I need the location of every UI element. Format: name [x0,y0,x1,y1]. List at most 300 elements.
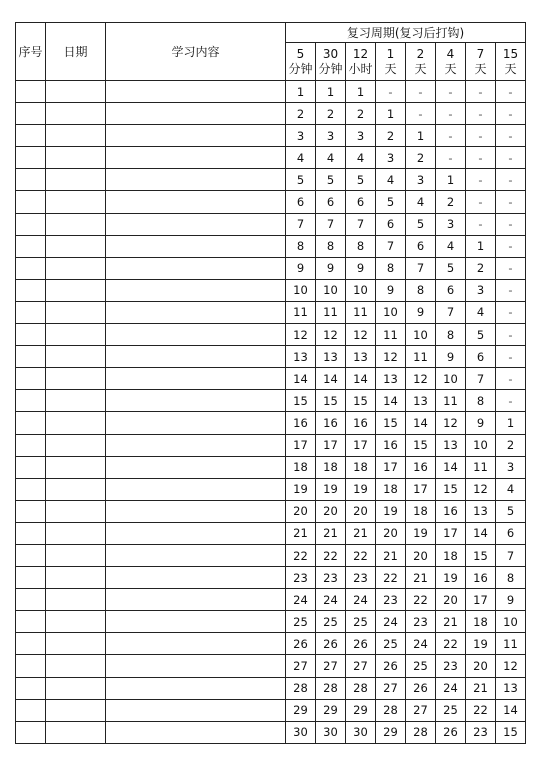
content-cell[interactable] [106,147,286,169]
review-cell[interactable]: 17 [286,434,316,456]
date-cell[interactable] [46,368,106,390]
review-cell[interactable]: 17 [406,478,436,500]
review-cell[interactable]: 22 [466,699,496,721]
review-cell[interactable]: 10 [436,368,466,390]
review-cell[interactable]: 14 [436,456,466,478]
review-cell[interactable]: 26 [436,721,466,743]
index-cell[interactable] [16,633,46,655]
review-cell[interactable]: 26 [316,633,346,655]
review-cell[interactable]: 27 [286,655,316,677]
review-cell[interactable]: 26 [376,655,406,677]
review-cell[interactable]: 11 [376,324,406,346]
index-cell[interactable] [16,478,46,500]
review-cell[interactable]: 14 [466,522,496,544]
content-cell[interactable] [106,655,286,677]
review-cell[interactable]: 1 [286,81,316,103]
review-cell[interactable]: 9 [346,257,376,279]
review-cell[interactable]: 9 [436,346,466,368]
review-cell[interactable]: 5 [466,324,496,346]
review-cell[interactable]: 11 [406,346,436,368]
review-cell[interactable]: 23 [406,611,436,633]
content-cell[interactable] [106,368,286,390]
review-cell[interactable]: 20 [346,500,376,522]
index-cell[interactable] [16,567,46,589]
review-cell[interactable]: 4 [286,147,316,169]
content-cell[interactable] [106,434,286,456]
review-cell[interactable]: 4 [376,169,406,191]
review-cell[interactable]: 29 [316,699,346,721]
date-cell[interactable] [46,346,106,368]
review-cell[interactable]: 4 [346,147,376,169]
review-cell[interactable]: 17 [436,522,466,544]
review-cell[interactable]: 27 [316,655,346,677]
review-cell[interactable]: 14 [346,368,376,390]
review-cell[interactable]: 6 [376,213,406,235]
review-cell[interactable]: 15 [316,390,346,412]
review-cell[interactable]: 3 [316,125,346,147]
review-cell[interactable]: 19 [286,478,316,500]
review-cell[interactable]: 22 [346,544,376,566]
review-cell[interactable]: 25 [286,611,316,633]
index-cell[interactable] [16,324,46,346]
review-cell[interactable]: 28 [376,699,406,721]
review-cell[interactable]: 12 [466,478,496,500]
review-cell[interactable]: 10 [286,279,316,301]
review-cell[interactable]: 2 [286,103,316,125]
review-cell[interactable]: 4 [436,235,466,257]
review-cell[interactable]: - [466,147,496,169]
review-cell[interactable]: 6 [406,235,436,257]
review-cell[interactable]: 4 [316,147,346,169]
review-cell[interactable]: 7 [406,257,436,279]
review-cell[interactable]: 22 [286,544,316,566]
review-cell[interactable]: 7 [436,301,466,323]
review-cell[interactable]: - [496,103,526,125]
review-cell[interactable]: 13 [316,346,346,368]
review-cell[interactable]: 24 [286,589,316,611]
content-cell[interactable] [106,390,286,412]
review-cell[interactable]: 23 [286,567,316,589]
review-cell[interactable]: 3 [376,147,406,169]
review-cell[interactable]: 15 [496,721,526,743]
review-cell[interactable]: 11 [466,456,496,478]
review-cell[interactable]: - [436,81,466,103]
index-cell[interactable] [16,279,46,301]
content-cell[interactable] [106,478,286,500]
review-cell[interactable]: - [466,81,496,103]
review-cell[interactable]: - [496,169,526,191]
review-cell[interactable]: 13 [346,346,376,368]
content-cell[interactable] [106,611,286,633]
review-cell[interactable]: - [436,147,466,169]
content-cell[interactable] [106,699,286,721]
index-cell[interactable] [16,500,46,522]
review-cell[interactable]: 13 [376,368,406,390]
index-cell[interactable] [16,721,46,743]
review-cell[interactable]: 3 [406,169,436,191]
content-cell[interactable] [106,279,286,301]
review-cell[interactable]: 28 [316,677,346,699]
index-cell[interactable] [16,235,46,257]
review-cell[interactable]: 24 [376,611,406,633]
index-cell[interactable] [16,611,46,633]
review-cell[interactable]: 6 [466,346,496,368]
index-cell[interactable] [16,699,46,721]
review-cell[interactable]: - [406,81,436,103]
date-cell[interactable] [46,147,106,169]
review-cell[interactable]: 9 [496,589,526,611]
review-cell[interactable]: - [496,191,526,213]
date-cell[interactable] [46,324,106,346]
review-cell[interactable]: - [466,169,496,191]
review-cell[interactable]: 7 [376,235,406,257]
content-cell[interactable] [106,721,286,743]
date-cell[interactable] [46,677,106,699]
index-cell[interactable] [16,257,46,279]
review-cell[interactable]: 25 [436,699,466,721]
review-cell[interactable]: 15 [436,478,466,500]
date-cell[interactable] [46,478,106,500]
review-cell[interactable]: 12 [436,412,466,434]
review-cell[interactable]: 3 [286,125,316,147]
review-cell[interactable]: 23 [316,567,346,589]
review-cell[interactable]: 10 [466,434,496,456]
index-cell[interactable] [16,412,46,434]
review-cell[interactable]: 8 [436,324,466,346]
review-cell[interactable]: 3 [466,279,496,301]
review-cell[interactable]: - [496,147,526,169]
review-cell[interactable]: 18 [286,456,316,478]
review-cell[interactable]: 4 [466,301,496,323]
review-cell[interactable]: 29 [376,721,406,743]
review-cell[interactable]: 19 [316,478,346,500]
date-cell[interactable] [46,169,106,191]
review-cell[interactable]: 21 [436,611,466,633]
index-cell[interactable] [16,213,46,235]
review-cell[interactable]: 17 [316,434,346,456]
review-cell[interactable]: 3 [346,125,376,147]
review-cell[interactable]: 10 [346,279,376,301]
review-cell[interactable]: 24 [346,589,376,611]
date-cell[interactable] [46,213,106,235]
review-cell[interactable]: 18 [436,544,466,566]
content-cell[interactable] [106,125,286,147]
content-cell[interactable] [106,544,286,566]
date-cell[interactable] [46,611,106,633]
review-cell[interactable]: 12 [316,324,346,346]
review-cell[interactable]: 15 [376,412,406,434]
review-cell[interactable]: 23 [436,655,466,677]
review-cell[interactable]: 1 [496,412,526,434]
review-cell[interactable]: 5 [496,500,526,522]
review-cell[interactable]: - [496,81,526,103]
review-cell[interactable]: 24 [406,633,436,655]
review-cell[interactable]: 10 [316,279,346,301]
review-cell[interactable]: 7 [466,368,496,390]
index-cell[interactable] [16,589,46,611]
review-cell[interactable]: 30 [316,721,346,743]
review-cell[interactable]: 19 [346,478,376,500]
review-cell[interactable]: 8 [286,235,316,257]
review-cell[interactable]: - [466,213,496,235]
review-cell[interactable]: 8 [496,567,526,589]
content-cell[interactable] [106,456,286,478]
review-cell[interactable]: 2 [466,257,496,279]
review-cell[interactable]: 2 [406,147,436,169]
date-cell[interactable] [46,434,106,456]
review-cell[interactable]: 13 [436,434,466,456]
index-cell[interactable] [16,81,46,103]
review-cell[interactable]: 6 [496,522,526,544]
content-cell[interactable] [106,81,286,103]
review-cell[interactable]: 12 [496,655,526,677]
review-cell[interactable]: 30 [286,721,316,743]
review-cell[interactable]: 3 [436,213,466,235]
review-cell[interactable]: 29 [286,699,316,721]
review-cell[interactable]: 14 [406,412,436,434]
review-cell[interactable]: 22 [406,589,436,611]
review-cell[interactable]: 4 [496,478,526,500]
review-cell[interactable]: 21 [286,522,316,544]
review-cell[interactable]: 3 [496,456,526,478]
review-cell[interactable]: 28 [406,721,436,743]
review-cell[interactable]: - [376,81,406,103]
index-cell[interactable] [16,390,46,412]
review-cell[interactable]: 17 [466,589,496,611]
review-cell[interactable]: - [466,191,496,213]
review-cell[interactable]: 1 [376,103,406,125]
review-cell[interactable]: - [466,103,496,125]
review-cell[interactable]: 2 [376,125,406,147]
review-cell[interactable]: 18 [346,456,376,478]
content-cell[interactable] [106,522,286,544]
review-cell[interactable]: 18 [466,611,496,633]
review-cell[interactable]: - [436,103,466,125]
review-cell[interactable]: 6 [346,191,376,213]
review-cell[interactable]: 2 [346,103,376,125]
review-cell[interactable]: 10 [376,301,406,323]
date-cell[interactable] [46,589,106,611]
review-cell[interactable]: - [496,324,526,346]
review-cell[interactable]: 21 [316,522,346,544]
content-cell[interactable] [106,346,286,368]
review-cell[interactable]: - [496,279,526,301]
review-cell[interactable]: 16 [286,412,316,434]
review-cell[interactable]: 5 [376,191,406,213]
review-cell[interactable]: - [496,125,526,147]
review-cell[interactable]: 5 [436,257,466,279]
review-cell[interactable]: 14 [316,368,346,390]
content-cell[interactable] [106,677,286,699]
date-cell[interactable] [46,235,106,257]
date-cell[interactable] [46,699,106,721]
review-cell[interactable]: 12 [406,368,436,390]
review-cell[interactable]: 5 [346,169,376,191]
review-cell[interactable]: 24 [436,677,466,699]
review-cell[interactable]: 20 [316,500,346,522]
review-cell[interactable]: 9 [376,279,406,301]
index-cell[interactable] [16,456,46,478]
review-cell[interactable]: 26 [346,633,376,655]
index-cell[interactable] [16,655,46,677]
date-cell[interactable] [46,456,106,478]
review-cell[interactable]: 8 [376,257,406,279]
review-cell[interactable]: 27 [406,699,436,721]
review-cell[interactable]: 21 [376,544,406,566]
review-cell[interactable]: 1 [436,169,466,191]
review-cell[interactable]: 15 [406,434,436,456]
review-cell[interactable]: 13 [406,390,436,412]
date-cell[interactable] [46,81,106,103]
index-cell[interactable] [16,522,46,544]
review-cell[interactable]: 18 [376,478,406,500]
review-cell[interactable]: 6 [286,191,316,213]
review-cell[interactable]: 1 [466,235,496,257]
review-cell[interactable]: 11 [346,301,376,323]
review-cell[interactable]: 11 [286,301,316,323]
review-cell[interactable]: 7 [496,544,526,566]
date-cell[interactable] [46,103,106,125]
review-cell[interactable]: 21 [466,677,496,699]
review-cell[interactable]: 20 [466,655,496,677]
review-cell[interactable]: - [436,125,466,147]
review-cell[interactable]: 23 [466,721,496,743]
review-cell[interactable]: 22 [316,544,346,566]
review-cell[interactable]: 5 [286,169,316,191]
review-cell[interactable]: 19 [406,522,436,544]
review-cell[interactable]: 11 [496,633,526,655]
review-cell[interactable]: 25 [346,611,376,633]
review-cell[interactable]: 18 [406,500,436,522]
review-cell[interactable]: 9 [316,257,346,279]
review-cell[interactable]: 14 [496,699,526,721]
content-cell[interactable] [106,567,286,589]
review-cell[interactable]: 2 [316,103,346,125]
review-cell[interactable]: 20 [286,500,316,522]
review-cell[interactable]: 7 [286,213,316,235]
review-cell[interactable]: 1 [406,125,436,147]
review-cell[interactable]: 27 [376,677,406,699]
index-cell[interactable] [16,346,46,368]
content-cell[interactable] [106,169,286,191]
date-cell[interactable] [46,279,106,301]
review-cell[interactable]: - [406,103,436,125]
index-cell[interactable] [16,103,46,125]
review-cell[interactable]: 11 [436,390,466,412]
review-cell[interactable]: 5 [316,169,346,191]
review-cell[interactable]: 23 [376,589,406,611]
review-cell[interactable]: - [496,390,526,412]
date-cell[interactable] [46,257,106,279]
review-cell[interactable]: 2 [496,434,526,456]
review-cell[interactable]: 22 [436,633,466,655]
review-cell[interactable]: 1 [316,81,346,103]
review-cell[interactable]: 28 [346,677,376,699]
review-cell[interactable]: 5 [406,213,436,235]
review-cell[interactable]: 25 [316,611,346,633]
review-cell[interactable]: 19 [376,500,406,522]
date-cell[interactable] [46,500,106,522]
review-cell[interactable]: 17 [376,456,406,478]
review-cell[interactable]: 14 [286,368,316,390]
review-cell[interactable]: 16 [466,567,496,589]
review-cell[interactable]: 30 [346,721,376,743]
review-cell[interactable]: - [496,301,526,323]
index-cell[interactable] [16,169,46,191]
review-cell[interactable]: 24 [316,589,346,611]
review-cell[interactable]: 6 [436,279,466,301]
review-cell[interactable]: 12 [286,324,316,346]
review-cell[interactable]: 25 [406,655,436,677]
date-cell[interactable] [46,544,106,566]
date-cell[interactable] [46,655,106,677]
date-cell[interactable] [46,125,106,147]
review-cell[interactable]: 20 [406,544,436,566]
review-cell[interactable]: 29 [346,699,376,721]
content-cell[interactable] [106,324,286,346]
review-cell[interactable]: 28 [286,677,316,699]
review-cell[interactable]: 12 [346,324,376,346]
content-cell[interactable] [106,213,286,235]
review-cell[interactable]: - [496,368,526,390]
date-cell[interactable] [46,522,106,544]
date-cell[interactable] [46,633,106,655]
review-cell[interactable]: 8 [316,235,346,257]
review-cell[interactable]: 8 [466,390,496,412]
review-cell[interactable]: 26 [286,633,316,655]
content-cell[interactable] [106,235,286,257]
review-cell[interactable]: 21 [346,522,376,544]
review-cell[interactable]: 13 [496,677,526,699]
review-cell[interactable]: 8 [346,235,376,257]
review-cell[interactable]: 16 [376,434,406,456]
index-cell[interactable] [16,368,46,390]
review-cell[interactable]: 4 [406,191,436,213]
content-cell[interactable] [106,500,286,522]
content-cell[interactable] [106,257,286,279]
date-cell[interactable] [46,412,106,434]
content-cell[interactable] [106,301,286,323]
content-cell[interactable] [106,103,286,125]
review-cell[interactable]: 19 [466,633,496,655]
index-cell[interactable] [16,677,46,699]
index-cell[interactable] [16,301,46,323]
date-cell[interactable] [46,390,106,412]
review-cell[interactable]: 16 [346,412,376,434]
review-cell[interactable]: 9 [286,257,316,279]
review-cell[interactable]: 10 [496,611,526,633]
review-cell[interactable]: 13 [466,500,496,522]
review-cell[interactable]: 20 [376,522,406,544]
review-cell[interactable]: 12 [376,346,406,368]
review-cell[interactable]: 7 [346,213,376,235]
review-cell[interactable]: 15 [286,390,316,412]
content-cell[interactable] [106,633,286,655]
review-cell[interactable]: - [466,125,496,147]
review-cell[interactable]: 13 [286,346,316,368]
review-cell[interactable]: 6 [316,191,346,213]
review-cell[interactable]: 2 [436,191,466,213]
review-cell[interactable]: 17 [346,434,376,456]
review-cell[interactable]: 16 [406,456,436,478]
review-cell[interactable]: 8 [406,279,436,301]
index-cell[interactable] [16,191,46,213]
index-cell[interactable] [16,125,46,147]
content-cell[interactable] [106,589,286,611]
index-cell[interactable] [16,544,46,566]
review-cell[interactable]: 15 [346,390,376,412]
review-cell[interactable]: 20 [436,589,466,611]
